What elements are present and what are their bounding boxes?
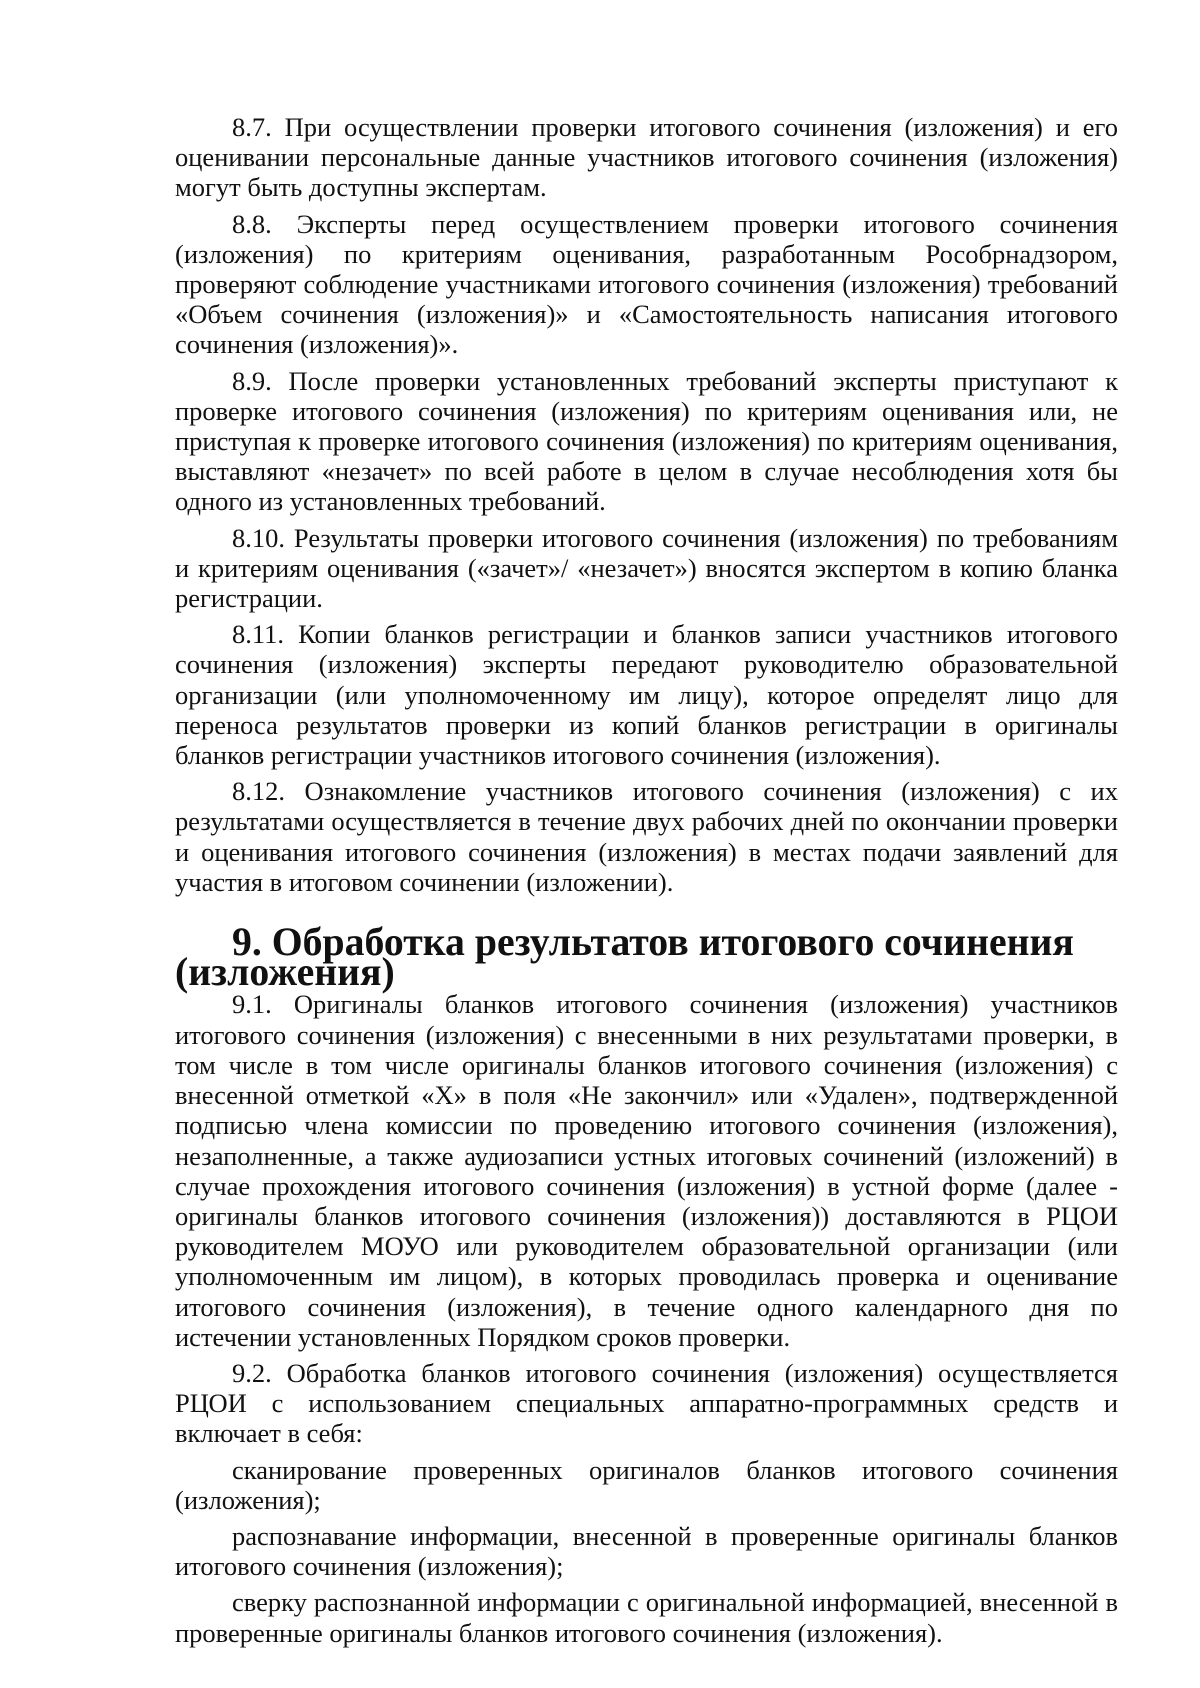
paragraph-8-11: 8.11. Копии бланков регистрации и бланков записи участников итогового сочинения (изложения) эксперты передают руководителю образовательной организации (или уполномоченному им лицу), которое определят лицо для переноса результатов проверки из копий бланков регистрации в оригиналы бланков регистрации участников итогового сочинения (изложения). <box>175 619 1118 771</box>
list-item-verification: сверку распознанной информации с оригинальной информацией, внесенной в проверенные оригиналы бланков итогового сочинения (изложения). <box>175 1587 1118 1648</box>
list-item-scanning: сканирование проверенных оригиналов бланков итогового сочинения (изложения); <box>175 1454 1118 1515</box>
section-9-heading: 9. Обработка результатов итогового сочинения (изложения) <box>175 920 1074 995</box>
paragraph-8-9: 8.9. После проверки установленных требований эксперты приступают к проверке итогового сочинения (изложения) по критериям оценивания или, не приступая к проверке итогового сочинения (изложения) по критериям оценивания, выставляют «незачет» по всей работе в целом в случае несоблюдения хотя бы одного из установленных требований. <box>175 365 1118 517</box>
document-body <box>175 112 1118 1654</box>
paragraph-8-10: 8.10. Результаты проверки итогового сочинения (изложения) по требованиям и критериям оценивания («зачет»/ «незачет») вносятся экспертом в копию бланка регистрации. <box>175 522 1118 614</box>
paragraph-9-2: 9.2. Обработка бланков итогового сочинения (изложения) осуществляется РЦОИ с использованием специальных аппаратно-программных средств и включает в себя: <box>175 1357 1118 1449</box>
paragraph-8-7: 8.7. При осуществлении проверки итогового сочинения (изложения) и его оценивании персональные данные участников итогового сочинения (изложения) могут быть доступны экспертам. <box>175 112 1118 203</box>
list-item-recognition: распознавание информации, внесенной в проверенные оригиналы бланков итогового сочинения (изложения); <box>175 1520 1118 1582</box>
paragraph-8-8: 8.8. Эксперты перед осуществлением проверки итогового сочинения (изложения) по критериям оценивания, разработанным Рособрнадзором, проверяют соблюдение участниками итогового сочинения (изложения) требований «Объем сочинения (изложения)» и «Самостоятельность написания итогового сочинения (изложения)». <box>175 208 1118 360</box>
paragraph-8-12: 8.12. Ознакомление участников итогового сочинения (изложения) с их результатами осуществляется в течение двух рабочих дней по окончании проверки и оценивания итогового сочинения (изложения) в местах подачи заявлений для участия в итоговом сочинении (изложении). <box>175 776 1118 897</box>
paragraph-9-1: 9.1. Оригиналы бланков итогового сочинения (изложения) участников итогового сочинения (изложения) с внесенными в них результатами проверки, в том числе в том числе оригиналы бланков итогового сочинения (изложения) с внесенной отметкой «Х» в поля «Не закончил» или «Удален», подтвержденной подписью члена комиссии по проведению итогового сочинения (изложения), незаполненные, а также аудиозаписи устных итоговых сочинений (изложений) в случае прохождения итогового сочинения (изложения) в устной форме (далее - оригиналы бланков итогового сочинения (изложения)) доставляются в РЦОИ руководителем МОУО или руководителем образовательной организации (или уполномоченным им лицом), в которых проводилась проверка и оценивание итогового сочинения (изложения), в течение одного календарного дня по истечении установленных Порядком сроков проверки. <box>175 989 1118 1352</box>
